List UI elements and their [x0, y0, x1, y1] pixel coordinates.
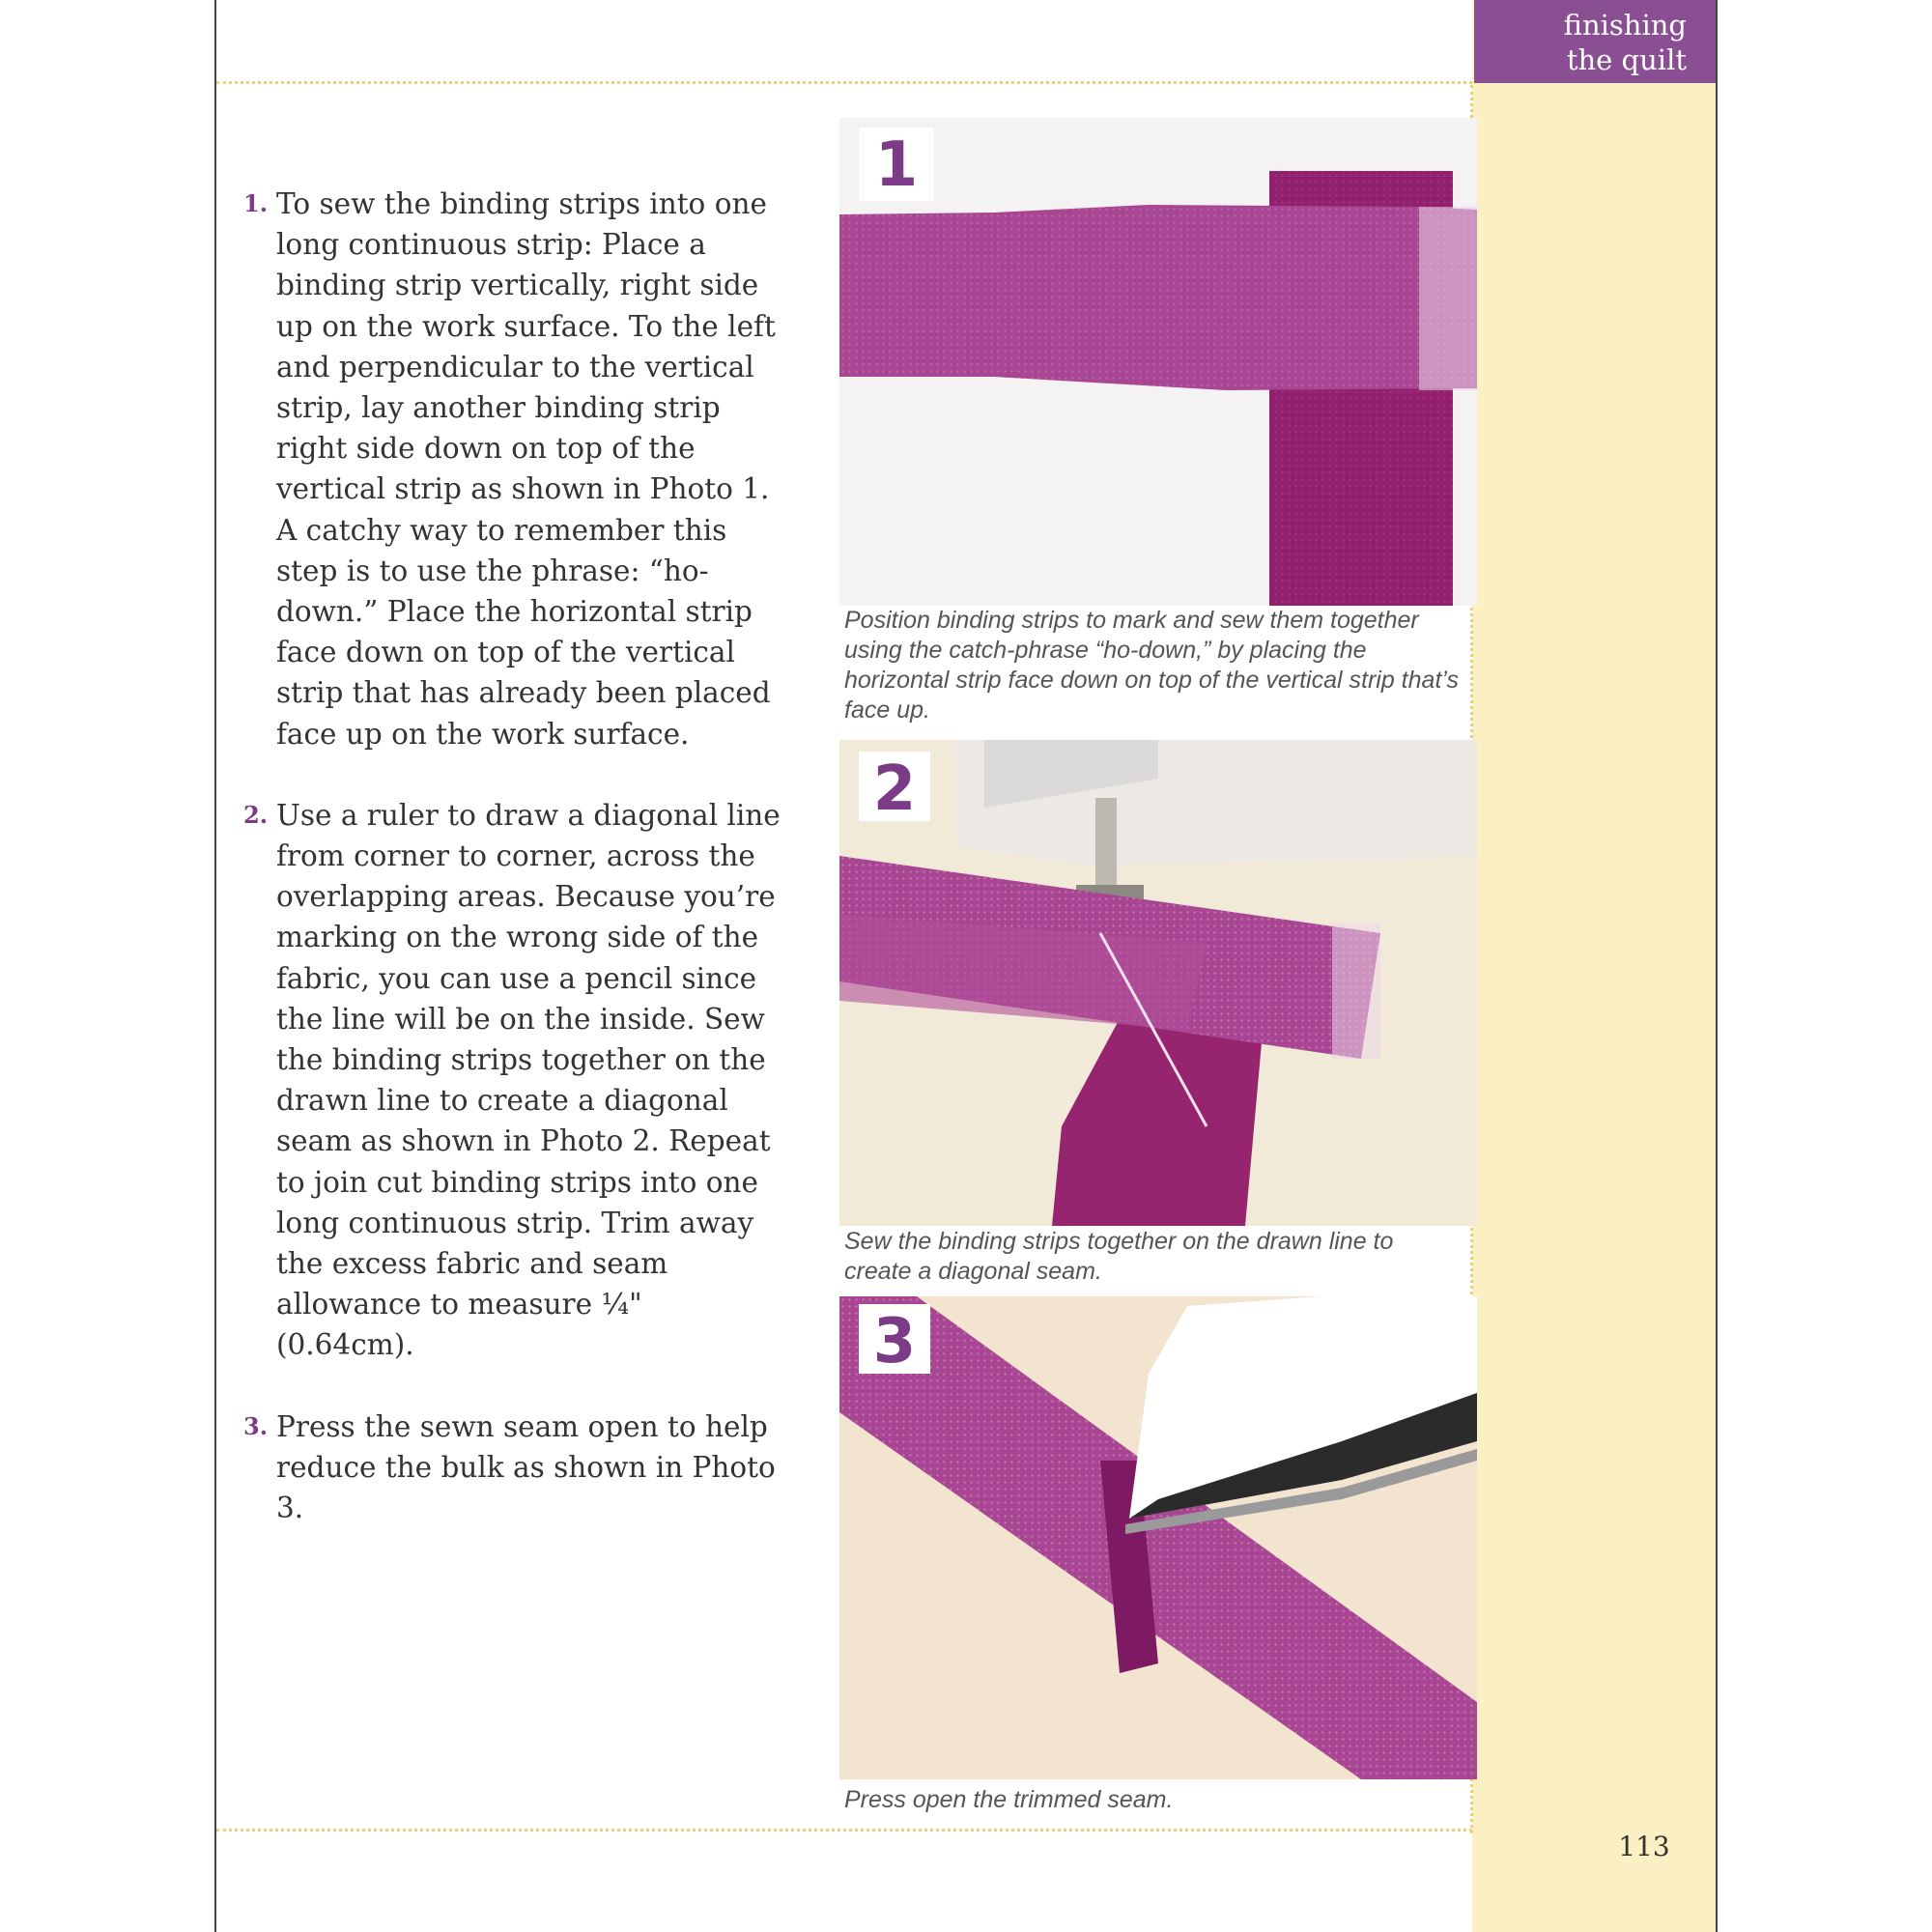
step-number: 3.: [243, 1411, 269, 1440]
photo-2: [839, 740, 1477, 1226]
step-number: 2.: [243, 800, 269, 829]
photo-3-number: 3: [859, 1304, 930, 1374]
step-text: To sew the binding strips into one long continuous strip: Place a binding strip vertically, right side up on the work surface. To the left and perpendicular to the vertical strip, lay another binding strip right side down on top of the vertical strip as shown in Photo 1. A catchy way to remember this step is to use the phrase: “ho-down.” Place the horizontal strip face down on top of the vertical strip that has already been placed face up on the work surface.: [276, 187, 776, 751]
step-1: [243, 184, 784, 754]
photo-1: [839, 118, 1477, 606]
photo-2-caption: Sew the binding strips together on the drawn line to create a diagonal seam.: [844, 1228, 1394, 1285]
book-page: [214, 0, 1718, 1932]
step-number: 1.: [243, 189, 269, 217]
section-tab-line1: finishing: [1563, 9, 1687, 42]
top-dotted-rule: [216, 81, 1472, 84]
step-text: Press the sewn seam open to help reduce the bulk as shown in Photo 3.: [276, 1409, 776, 1525]
bottom-dotted-rule: [216, 1829, 1472, 1832]
photo-1-number: 1: [859, 128, 934, 201]
photo-1-caption: Position binding strips to mark and sew them together using the catch-phrase “ho-down,” by placing the horizontal strip face down on top of the vertical strip that’s face up.: [844, 607, 1459, 724]
instruction-steps: [243, 184, 784, 1569]
photo-2-number: 2: [859, 752, 930, 821]
photo-3-illustration: [839, 1296, 1477, 1779]
photo-2-illustration: [839, 740, 1477, 1226]
page-number: 113: [1618, 1831, 1670, 1862]
section-tab: [1474, 0, 1716, 83]
photo-1-illustration: [839, 118, 1477, 606]
side-band: [1472, 0, 1718, 1932]
step-3: [243, 1406, 784, 1529]
section-tab-line2: the quilt: [1566, 43, 1687, 76]
step-2: [243, 795, 784, 1366]
photo-3-caption: Press open the trimmed seam.: [844, 1786, 1174, 1813]
photo-3: [839, 1296, 1477, 1779]
step-text: Use a ruler to draw a diagonal line from corner to corner, across the overlapping areas. Because you’re marking on the wrong side of the fabric, you can use a pencil since the line will be on the inside. Sew the binding strips together on the drawn line to create a diagonal seam as shown in Photo 2. Repeat to join cut binding strips into one long continuous strip. Trim away the excess fabric and seam allowance to measure ¼" (0.64cm).: [276, 798, 781, 1362]
